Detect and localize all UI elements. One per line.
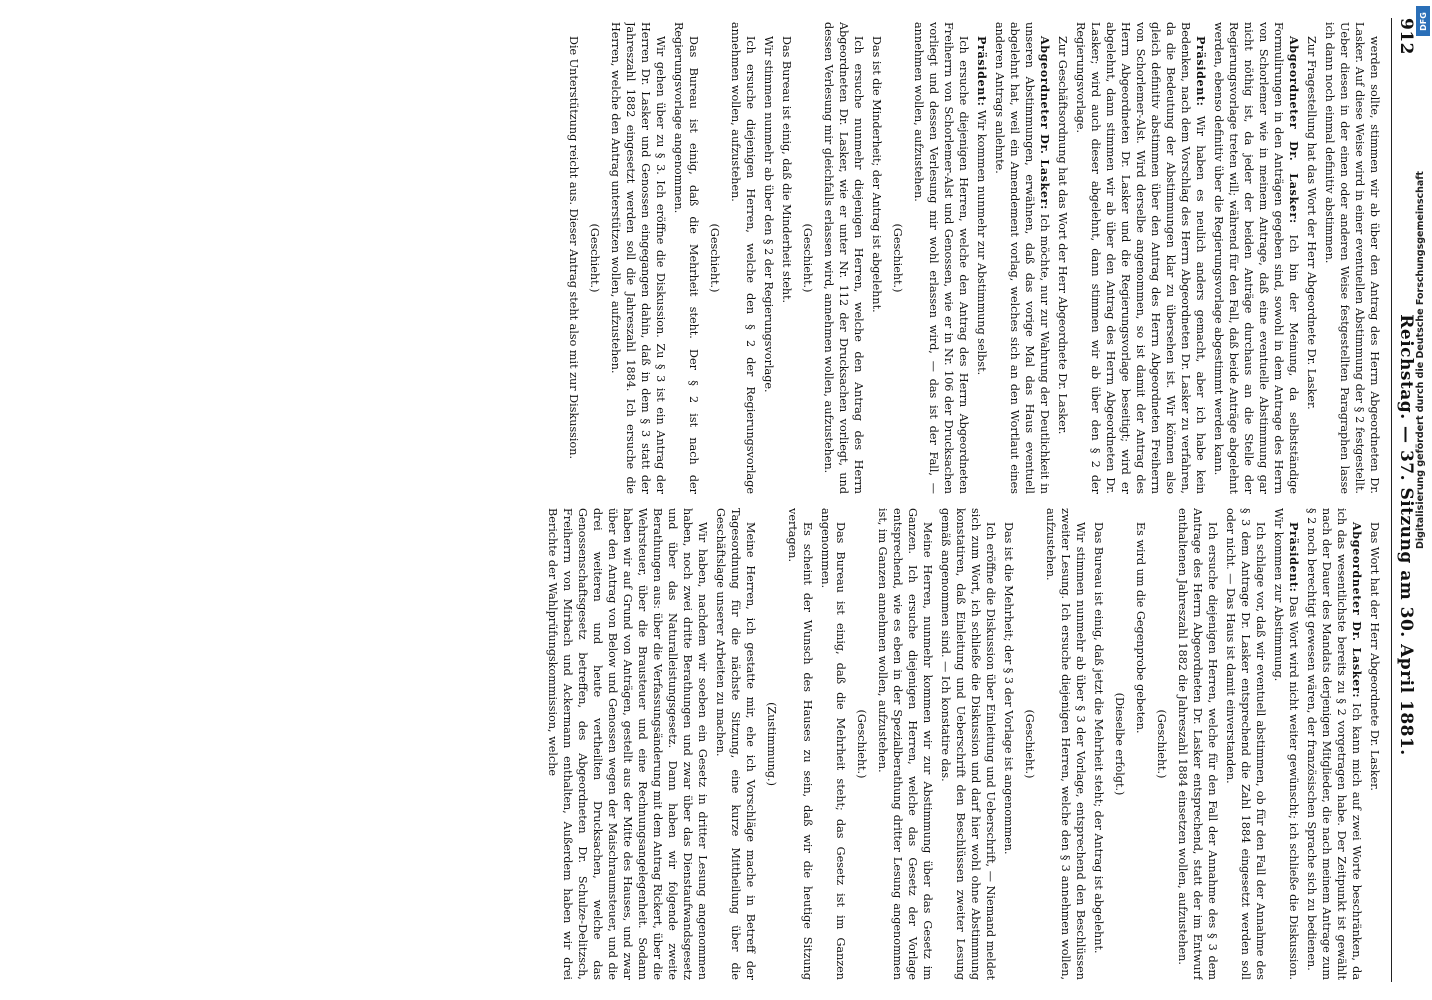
speaker-label: Präsident: [975,36,989,107]
body-paragraph [911,22,971,494]
paragraph-text: Meine Herren, ich gestatte mir, ehe ich Vorschläge mache in Betreff der Tagesordnung für die nächste Sitzung, eine kurze Mittheilung über die Geschäftslage unserer Arbeiten zu machen. [714,508,757,980]
paragraph-text: Ich möchte, nur zur Wahrung der Deutlichkeit in unseren Abstimmungen, erwähnen, daß das vorige Mal das Haus eventuell abgelehnt hat, weil ein Amendement vorlag, welches sich an den Wortlaut eines anderen Antrags anlehnte. [993,22,1051,494]
speaker-label: Präsident: [1194,36,1208,107]
body-paragraph [1043,508,1088,980]
body-paragraph [1001,508,1016,980]
page-number: 912 [1396,18,1416,55]
paragraph-text: Es scheint der Wunsch des Hauses zu sein, daß wir die heutige Sitzung vertagen. [786,508,814,980]
body-paragraph [671,22,701,494]
paragraph-text: Die Unterstützung reicht aus. Dieser Antrag steht also mit zur Diskussion. [567,36,580,460]
body-paragraph [1133,508,1148,980]
paragraph-text: Das Wort hat der Herr Abgeordnete Dr. Lasker. [1368,522,1381,791]
body-paragraph [1091,508,1106,980]
body-paragraph [728,22,758,494]
body-paragraph [1211,22,1301,494]
body-paragraph [1055,22,1070,494]
stage-direction: (Zustimmung.) [765,702,778,786]
body-paragraph [1271,508,1301,980]
body-paragraph [992,22,1052,494]
stage-direction: (Geschieht.) [708,223,721,293]
speaker-label: Abgeordneter Dr. Lasker: [1287,36,1301,224]
paragraph-text: Das ist die Mehrheit; der § 3 der Vorlage ist angenommen. [1002,522,1015,855]
body-paragraph [608,22,668,494]
paragraph-text: Wir stimmen nunmehr ab über den § 2 der Regierungsvorlage. [762,36,775,393]
column-right [42,508,1382,980]
body-paragraph [566,22,581,494]
stage-direction: (Geschieht.) [855,709,868,779]
page-title: Reichstag. — 37. Sitzung am 30. April 1881. [1396,314,1416,756]
paragraph-text: Wir stimmen nunmehr ab über § 3 der Vorlage, entsprechend den Beschlüssen zweiter Lesung. Ich ersuche diejenigen Herren, welche den § 3 annehmen wollen, aufzustehen. [1044,508,1087,980]
paragraph-text: Ich ersuche diejenigen Herren, welche für den Fall der Annahme des § 3 dem Antrage des Herrn Abgeordneten Dr. Lasker entsprechend, statt der im Entwurf enthaltenen Jahreszahl 1882 die Jahreszahl 1884 einsetzen wollen, aufzustehen. [1176,508,1219,980]
stage-direction: (Dieselbe erfolgt.) [1113,692,1126,796]
paragraph-text: Ich ersuche diejenigen Herren, welche den Antrag des Herrn Abgeordneten Freiherrn von Schorlemer-Alst und Genossen, wie er in Nr. 106 der Drucksachen vorliegt und dessen Verlesung mir wohl erlassen wird, — das ist der Fall, — annehmen wollen, aufzustehen. [912,22,970,494]
body-paragraph [761,22,776,494]
dfg-logo [1416,6,1430,36]
body-paragraph [875,508,935,980]
paragraph-text: Das ist die Minderheit; der Antrag ist abgelehnt. [870,36,883,313]
speaker-label: Abgeordneter Dr. Lasker: [1038,36,1052,210]
speaker-label: Präsident: [1287,522,1301,593]
paragraph-text: Zur Fragestellung hat das Wort der Herr Abgeordnete Dr. Lasker. [1305,36,1318,410]
body-paragraph [1367,508,1382,980]
stage-direction: (Geschieht.) [588,223,601,293]
paragraph-text: Das Bureau ist einig, daß die Mehrheit steht; das Gesetz ist im Ganzen angenommen. [819,508,847,980]
body-paragraph [779,22,794,494]
body-paragraph [1223,508,1268,980]
stage-direction: (Geschieht.) [1023,709,1036,779]
stage-direction: (Geschieht.) [801,223,814,293]
speaker-label: Abgeordneter Dr. Lasker: [1350,522,1364,699]
body-paragraph [1304,508,1364,980]
paragraph-text: Ich ersuche diejenigen Herren, welche den § 2 der Regierungsvorlage annehmen wollen, aufzustehen. [729,22,757,494]
body-paragraph [1322,22,1382,494]
column-left [42,22,1382,494]
stage-direction: (Geschieht.) [891,223,904,293]
paragraph-text: Ich bin der Meinung, da selbstständige Formulirungen in den Anträgen gegeben sind, sowohl in dem Antrage des Herrn von Schorlemer wie in meinem Antrage, daß eine eventuelle Abstimmung gar nicht nöthig ist, da jeder der beiden Anträge durchaus an die Stelle der Regierungsvorlage treten will; während für den Fall, daß beide Anträge abgelehnt werden, ebenso definitiv über die Regierungsvorlage abgestimmt werden kann. [1212,22,1300,494]
paragraph-text: Ich ersuche nunmehr diejenigen Herren, welche den Antrag des Herrn Abgeordneten Dr. Lasker, wie er unter Nr. 112 der Drucksachen vorliegt, und dessen Verlesung mir gleichfalls erlassen wird, annehmen wollen, aufzustehen. [822,22,865,494]
body-paragraph [785,508,815,980]
paragraph-text: Es wird um die Gegenprobe gebeten. [1134,522,1147,734]
paragraph-text: Das Bureau ist einig, daß die Mehrheit steht. Der § 2 ist nach der Regierungsvorlage angenommen. [672,22,700,494]
paragraph-text: Wir haben es neulich anders gemacht, aber ich habe kein Bedenken, nach dem Vorschlag des Herrn Abgeordneten Dr. Lasker zu verfahren, da die Bedeutung der Abstimmungen klar zu übersehen ist. Wir können also gleich definitiv abstimmen über den Antrag des Herrn Abgeordneten Freiherrn von Schorlemer-Alst. Wird derselbe angenommen, so ist damit der Antrag des Herrn Abgeordneten Dr. Lasker und die Regierungsvorlage beseitigt; wird er abgelehnt, dann stimmen wir ab über den Antrag des Herrn Abgeordneten Dr. Lasker; wird auch dieser abgelehnt, dann stimmen wir ab über den § 2 der Regierungsvorlage. [1074,22,1207,494]
paragraph-text: Ich kann mich auf zwei Worte beschränken, da ich das wesentlichste bereits zu § 2 vorgetragen habe. Der Zeitpunkt ist gewählt nach der Dauer des Mandats derjenigen Mitglieder, die nach meinem Antrage zum § 2 noch berechtigt gewesen wären, der französischen Sprache sich zu bedienen. [1305,508,1363,980]
body-paragraph [818,508,848,980]
stage-direction: (Geschieht.) [1155,709,1168,779]
body-paragraph [1304,22,1319,494]
paragraph-text: Das Bureau ist einig, daß die Minderheit steht. [780,36,793,304]
body-paragraph [821,22,866,494]
dfg-logo-text: DFG [1418,11,1428,31]
paragraph-text: Das Bureau ist einig, daß jetzt die Mehrheit steht; der Antrag ist abgelehnt. [1092,522,1105,954]
paragraph-text: Wir gehen über zu § 3. Ich eröffne die Diskussion. Zu § 3 ist ein Antrag der Herren Dr. Lasker und Genossen eingegangen dahin, daß in dem § 3 statt der Jahreszahl 1882 eingesetzt werden soll die Jahreszahl 1884. Ich ersuche die Herren, welche den Antrag unterstützen wollen, aufzustehen. [609,22,667,494]
body-paragraph [1073,22,1208,494]
paragraph-text: Ich eröffne die Diskussion über Einleitung und Ueberschrift, — Niemand meldet sich zum Wort, ich schließe die Diskussion und darf hier wohl ohne Abstimmung konstatiren, daß Einleitung und Ueberschrift den Beschlüssen zweiter Lesung gemäß angenommen sind. — Ich konstatire das. [939,508,997,980]
paragraph-text: Zur Geschäftsordnung hat das Wort der Herr Abgeordnete Dr. Lasker. [1056,36,1069,435]
body-paragraph [938,508,998,980]
body-paragraph [869,22,884,494]
paragraph-text: Wir haben, nachdem wir soeben ein Gesetz in dritter Lesung angenommen haben, noch zwei dritte Berathungen und zwar über das Dienstaufwandsgesetz und über das Naturalleistungsgesetz. Dann haben wir folgende zweite Berathungen aus: über die Verfassungsänderung mit dem Antrag Rickert, über die Wehrsteuer, über die Brausteuer und eine Rechnungsangelegenheit. Sodann haben wir auf Grund von Anträgen, gestellt aus der Mitte des Hauses, und zwar über den Antrag von Below und Genossen wegen der Maischraumsteuer, und die drei weiteren und heute vertheilten Drucksachen, welche das Genossenschaftsgesetz betreffen, des Abgeordneten Dr. Schulze-Delitzsch, Freiherrn von Mirbach und Ackermann enthalten, Außerdem haben wir drei Berichte der Wahlprüfungskommission, welche [546,508,709,980]
body-paragraph [545,508,710,980]
paragraph-text: Wir kommen nunmehr zur Abstimmung selbst. [975,110,988,376]
paragraph-text: Ich schlage vor, daß wir eventuell abstimmen, ob für den Fall der Annahme des § 3 dem Antrage Dr. Lasker entsprechend die Zahl 1884 eingesetzt werden soll oder nicht. — Das Haus ist damit einverstanden. [1224,508,1267,980]
body-paragraph [974,22,989,494]
digitization-credit [1414,0,1432,1000]
body-paragraph [1175,508,1220,980]
paragraph-text: Meine Herren, nunmehr kommen wir zur Abstimmung über das Gesetz im Ganzen. Ich ersuche diejenigen Herren, welche das Gesetz der Vorlage entsprechend, wie es eben in der Spezialberathung dritter Lesung angenommen ist, im Ganzen annehmen wollen, aufzustehen. [876,508,934,980]
paragraph-text: Das Wort wird nicht weiter gewünscht; ich schließe die Diskussion. Wir kommen zur Abstimmung. [1272,508,1300,980]
credit-text: Digitalisierung gefördert durch die Deutsche Forschungsgemeinschaft [1415,171,1426,549]
text-columns [42,22,1382,980]
paragraph-text: werden sollte, stimmen wir ab über den Antrag des Herrn Abgeordneten Dr. Lasker. Auf diese Weise wird in einer eventuellen Abstimmung der § 2 festgestellt. Ueber diesen in der einen oder anderen Weise festgestellten Paragraphen lasse ich dann noch einmal definitiv abstimmen. [1323,22,1381,494]
body-paragraph [713,508,758,980]
